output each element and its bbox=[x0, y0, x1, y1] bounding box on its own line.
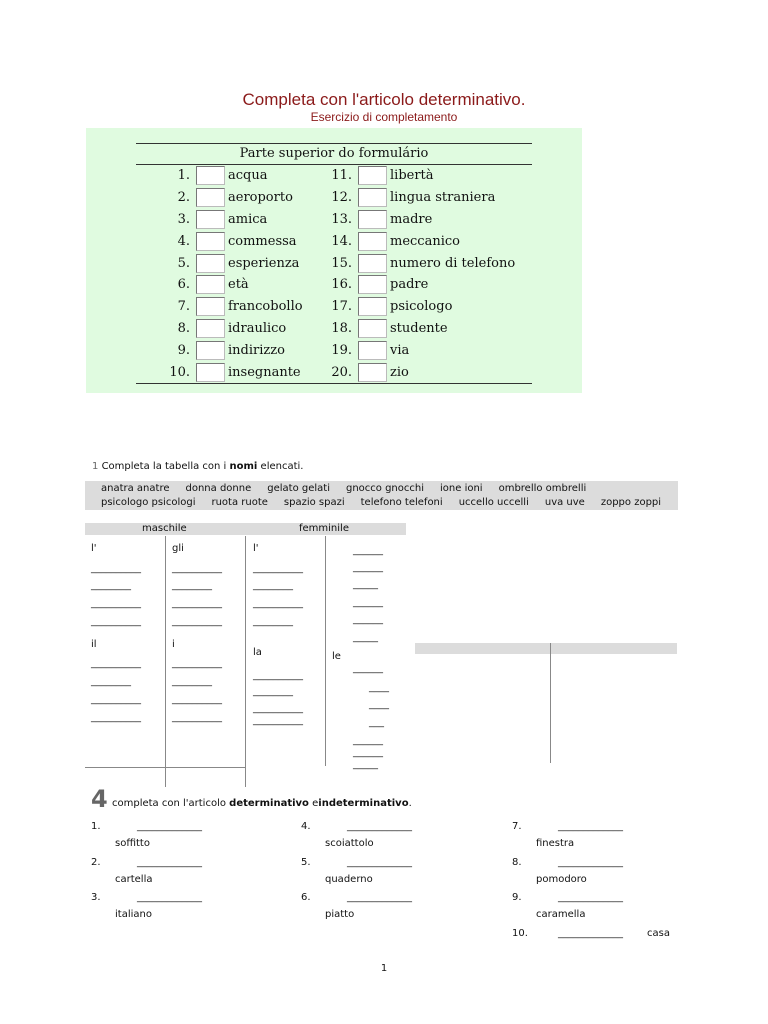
item-word: numero di telefono bbox=[390, 255, 516, 271]
item-number: 5. bbox=[301, 856, 311, 868]
answer-blank[interactable]: ______ bbox=[353, 562, 383, 573]
word-bank-item: uva uve bbox=[544, 497, 585, 508]
form-row bbox=[136, 318, 532, 340]
empty-table-header bbox=[415, 643, 677, 654]
item-number: 8. bbox=[512, 856, 522, 868]
answer-blank[interactable]: ________ bbox=[172, 676, 212, 687]
header-maschile: maschile bbox=[142, 523, 187, 534]
answer-blank[interactable]: ______ bbox=[353, 614, 383, 625]
word-bank-item: ione ioni bbox=[440, 483, 483, 494]
answer-input[interactable] bbox=[196, 275, 225, 294]
answer-input[interactable] bbox=[196, 254, 225, 273]
item-word: lingua straniera bbox=[390, 190, 496, 206]
form-row bbox=[136, 252, 532, 274]
item-word: soffitto bbox=[115, 838, 150, 849]
word-bank-item: psicologo psicologi bbox=[101, 497, 196, 508]
exercise-title: Completa con l'articolo determinativo. bbox=[242, 90, 526, 109]
answer-input[interactable] bbox=[358, 275, 387, 294]
answer-input[interactable] bbox=[358, 188, 387, 207]
answer-blank[interactable]: _____________ bbox=[558, 927, 623, 939]
answer-blank[interactable]: ___ bbox=[369, 717, 384, 728]
item-number: 12. bbox=[331, 190, 352, 206]
answer-blank[interactable]: ____ bbox=[369, 682, 389, 693]
item-number: 17. bbox=[331, 299, 352, 315]
article-label: la bbox=[253, 647, 262, 658]
table-bottom-line bbox=[85, 767, 245, 768]
exercise-form-panel bbox=[86, 128, 582, 393]
table-divider bbox=[325, 536, 326, 766]
form-row bbox=[136, 339, 532, 361]
answer-blank[interactable]: __________ bbox=[91, 616, 141, 627]
item-number: 11. bbox=[331, 168, 352, 184]
answer-blank[interactable]: ______ bbox=[353, 597, 383, 608]
item-number: 9. bbox=[512, 892, 522, 903]
item-number: 10. bbox=[169, 364, 190, 380]
answer-input[interactable] bbox=[196, 210, 225, 229]
section4-instruction-end: . bbox=[408, 798, 412, 809]
item-word: indirizzo bbox=[228, 342, 285, 358]
form-caption: Parte superior do formulário bbox=[136, 144, 532, 165]
section4-bold-determinativo: determinativo bbox=[229, 798, 309, 809]
word-bank-item: zoppo zoppi bbox=[600, 497, 662, 508]
answer-input[interactable] bbox=[196, 363, 225, 382]
item-number: 1. bbox=[177, 168, 190, 184]
article-label: l' bbox=[253, 543, 259, 554]
item-word: idraulico bbox=[228, 320, 287, 336]
answer-blank[interactable]: ________ bbox=[253, 686, 293, 697]
item-number: 5. bbox=[177, 255, 190, 271]
empty-table-divider bbox=[550, 643, 551, 763]
item-word: madre bbox=[390, 211, 433, 227]
answer-blank[interactable]: ________ bbox=[91, 676, 131, 687]
table-divider bbox=[165, 536, 166, 787]
answer-blank[interactable]: _____________ bbox=[137, 821, 202, 832]
article-label: gli bbox=[172, 543, 184, 554]
answer-blank[interactable]: __________ bbox=[253, 598, 303, 609]
answer-blank[interactable]: _____________ bbox=[558, 856, 623, 868]
answer-input[interactable] bbox=[358, 341, 387, 360]
word-bank-item: donna donne bbox=[185, 483, 252, 494]
answer-input[interactable] bbox=[196, 319, 225, 338]
form-rows bbox=[136, 165, 532, 383]
answer-blank[interactable]: _____________ bbox=[347, 821, 412, 832]
answer-blank[interactable]: __________ bbox=[91, 712, 141, 723]
item-number: 1. bbox=[91, 821, 101, 832]
item-number: 16. bbox=[331, 277, 352, 293]
answer-blank[interactable]: _____________ bbox=[137, 856, 202, 868]
item-number: 6. bbox=[301, 892, 311, 903]
answer-blank[interactable]: __________ bbox=[91, 694, 141, 705]
answer-blank[interactable]: _____________ bbox=[558, 892, 623, 903]
section1-instruction-pre: Completa la tabella con i bbox=[101, 461, 227, 472]
item-number: 10. bbox=[512, 927, 528, 939]
word-bank-item: gelato gelati bbox=[267, 483, 330, 494]
word-bank bbox=[85, 481, 678, 510]
item-word: insegnante bbox=[228, 364, 301, 380]
item-word: zio bbox=[390, 364, 409, 380]
word-bank-item: ombrello ombrelli bbox=[498, 483, 587, 494]
word-bank-item: spazio spazi bbox=[283, 497, 345, 508]
item-word: aeroporto bbox=[228, 190, 293, 206]
item-number: 8. bbox=[177, 320, 190, 336]
answer-blank[interactable]: __________ bbox=[172, 712, 222, 723]
answer-blank[interactable]: ________ bbox=[253, 580, 293, 591]
answer-blank[interactable]: ________ bbox=[253, 616, 293, 627]
item-number: 13. bbox=[331, 211, 352, 227]
answer-input[interactable] bbox=[358, 297, 387, 316]
item-word: psicologo bbox=[390, 299, 453, 315]
item-word: finestra bbox=[536, 838, 575, 849]
item-number: 14. bbox=[331, 233, 352, 249]
answer-input[interactable] bbox=[358, 232, 387, 251]
word-bank-item: uccello uccelli bbox=[458, 497, 529, 508]
item-number: 4. bbox=[177, 233, 190, 249]
item-word: quaderno bbox=[325, 873, 373, 885]
answer-blank[interactable]: _____________ bbox=[558, 821, 623, 832]
article-label: il bbox=[91, 639, 97, 650]
article-label: i bbox=[172, 639, 175, 650]
answer-blank[interactable]: _____________ bbox=[347, 856, 412, 868]
answer-blank[interactable]: ______ bbox=[353, 663, 383, 674]
answer-blank[interactable]: __________ bbox=[253, 563, 303, 574]
item-number: 2. bbox=[91, 856, 101, 868]
answer-input[interactable] bbox=[196, 232, 225, 251]
item-word: esperienza bbox=[228, 255, 300, 271]
item-number: 3. bbox=[177, 211, 190, 227]
section1-number: 1 bbox=[92, 461, 99, 472]
answer-blank[interactable]: _____ bbox=[353, 579, 378, 590]
answer-blank[interactable]: ______ bbox=[353, 747, 383, 758]
item-number: 2. bbox=[177, 190, 190, 206]
item-word: francobollo bbox=[228, 299, 303, 315]
item-word: caramella bbox=[536, 909, 586, 920]
answer-blank[interactable]: ______ bbox=[353, 545, 383, 556]
item-word: italiano bbox=[115, 909, 152, 920]
answer-blank[interactable]: __________ bbox=[253, 670, 303, 681]
answer-blank[interactable]: _____ bbox=[353, 759, 378, 770]
form-table bbox=[136, 143, 532, 384]
section1-instruction-bold: nomi bbox=[229, 461, 258, 472]
form-row bbox=[136, 361, 532, 383]
item-word: scoiattolo bbox=[325, 838, 374, 849]
item-word: acqua bbox=[228, 168, 268, 184]
answer-blank[interactable]: __________ bbox=[172, 616, 222, 627]
gender-table-header bbox=[85, 523, 406, 535]
item-word: padre bbox=[390, 277, 429, 293]
section4-instruction-pre: completa con l'articolo bbox=[112, 798, 226, 809]
table-divider bbox=[245, 536, 246, 787]
answer-blank[interactable]: __________ bbox=[253, 715, 303, 726]
section1-instruction bbox=[92, 461, 303, 472]
answer-input[interactable] bbox=[196, 341, 225, 360]
word-bank-item: gnocco gnocchi bbox=[345, 483, 424, 494]
answer-blank[interactable]: __________ bbox=[172, 598, 222, 609]
answer-blank[interactable]: _____________ bbox=[137, 892, 202, 903]
article-label: le bbox=[332, 651, 341, 662]
page-number: 1 bbox=[380, 963, 388, 974]
answer-blank[interactable]: _____ bbox=[353, 632, 378, 643]
answer-blank[interactable]: __________ bbox=[172, 658, 222, 669]
item-number: 3. bbox=[91, 892, 101, 903]
item-word: commessa bbox=[228, 233, 297, 249]
form-row bbox=[136, 187, 532, 209]
item-word: amica bbox=[228, 211, 268, 227]
item-word: libertà bbox=[390, 168, 434, 184]
answer-input[interactable] bbox=[358, 363, 387, 382]
form-row bbox=[136, 296, 532, 318]
answer-input[interactable] bbox=[196, 188, 225, 207]
word-bank-line-1 bbox=[101, 483, 602, 494]
answer-blank[interactable]: __________ bbox=[172, 563, 222, 574]
answer-blank[interactable]: __________ bbox=[91, 658, 141, 669]
word-bank-item: telefono telefoni bbox=[360, 497, 443, 508]
item-word: cartella bbox=[115, 873, 153, 885]
form-row bbox=[136, 274, 532, 296]
word-bank-item: anatra anatre bbox=[101, 483, 170, 494]
answer-blank[interactable]: ________ bbox=[172, 580, 212, 591]
answer-input[interactable] bbox=[358, 319, 387, 338]
item-number: 4. bbox=[301, 821, 311, 832]
answer-input[interactable] bbox=[358, 254, 387, 273]
item-number: 18. bbox=[331, 320, 352, 336]
answer-input[interactable] bbox=[196, 166, 225, 185]
form-row bbox=[136, 165, 532, 187]
answer-blank[interactable]: __________ bbox=[91, 563, 141, 574]
section4-instruction-mid: e bbox=[312, 798, 319, 809]
item-word: età bbox=[228, 277, 249, 293]
exercise-subtitle: Esercizio di completamento bbox=[310, 110, 458, 124]
answer-blank[interactable]: _____________ bbox=[347, 892, 412, 903]
section4-bold-indeterminativo: indeterminativo bbox=[318, 798, 409, 809]
item-word: pomodoro bbox=[536, 873, 587, 885]
item-number: 20. bbox=[331, 364, 352, 380]
item-number: 15. bbox=[331, 255, 352, 271]
word-bank-item: ruota ruote bbox=[211, 497, 268, 508]
answer-blank[interactable]: __________ bbox=[253, 703, 303, 714]
word-bank-line-2 bbox=[101, 497, 677, 508]
item-number: 6. bbox=[177, 277, 190, 293]
item-word: casa bbox=[647, 927, 670, 939]
section4-instruction bbox=[112, 798, 412, 809]
answer-blank[interactable]: ____ bbox=[369, 699, 389, 710]
item-number: 9. bbox=[177, 342, 190, 358]
item-number: 19. bbox=[331, 342, 352, 358]
form-row bbox=[136, 230, 532, 252]
answer-blank[interactable]: ______ bbox=[353, 735, 383, 746]
section1-instruction-post: elencati. bbox=[260, 461, 304, 472]
item-word: piatto bbox=[325, 909, 355, 920]
form-row bbox=[136, 209, 532, 231]
answer-input[interactable] bbox=[358, 166, 387, 185]
item-number: 7. bbox=[177, 299, 190, 315]
answer-input[interactable] bbox=[358, 210, 387, 229]
article-label: l' bbox=[91, 543, 97, 554]
item-number: 7. bbox=[512, 821, 522, 832]
item-word: meccanico bbox=[390, 233, 460, 249]
section4-number: 4 bbox=[91, 785, 108, 813]
answer-input[interactable] bbox=[196, 297, 225, 316]
answer-blank[interactable]: __________ bbox=[172, 694, 222, 705]
item-word: via bbox=[390, 342, 410, 358]
answer-blank[interactable]: ________ bbox=[91, 580, 131, 591]
item-word: studente bbox=[390, 320, 448, 336]
header-femminile: femminile bbox=[299, 523, 349, 534]
answer-blank[interactable]: __________ bbox=[91, 598, 141, 609]
